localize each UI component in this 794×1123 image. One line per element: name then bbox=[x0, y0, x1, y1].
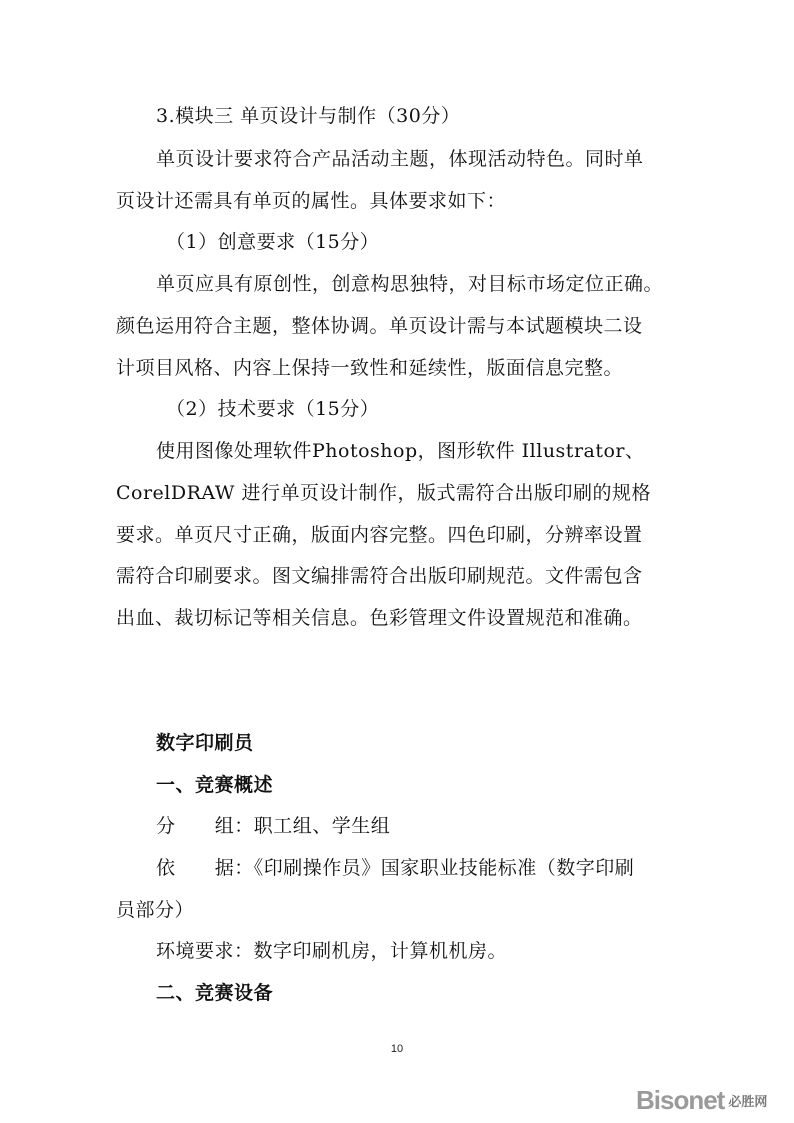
technical-paragraph-line: CorelDRAW 进行单页设计制作，版式需符合出版印刷的规格 bbox=[116, 482, 651, 504]
watermark-logo bbox=[636, 1085, 767, 1115]
module-heading: 3.模块三 单页设计与制作（30分） bbox=[156, 105, 461, 127]
page-number: 10 bbox=[390, 1043, 404, 1055]
technical-paragraph-line: 使用图像处理软件Photoshop，图形软件 Illustrator、 bbox=[156, 440, 645, 462]
creative-requirement-heading: （1）创意要求（15分） bbox=[166, 231, 380, 253]
creative-paragraph-line: 单页应具有原创性，创意构思独特，对目标市场定位正确。 bbox=[156, 273, 664, 295]
intro-paragraph-line: 页设计还需具有单页的属性。具体要求如下： bbox=[116, 190, 507, 212]
basis-line: 依 据：《印刷操作员》国家职业技能标准（数字印刷 bbox=[156, 857, 635, 879]
group-line: 分 组：职工组、学生组 bbox=[156, 815, 391, 837]
basis-line-continued: 员部分） bbox=[116, 899, 195, 921]
equipment-heading: 二、竞赛设备 bbox=[156, 982, 274, 1004]
technical-requirement-heading: （2）技术要求（15分） bbox=[166, 398, 380, 420]
technical-paragraph-line: 需符合印刷要求。图文编排需符合出版印刷规范。文件需包含 bbox=[116, 565, 643, 587]
overview-heading: 一、竞赛概述 bbox=[156, 774, 274, 796]
technical-paragraph-line: 要求。单页尺寸正确，版面内容完整。四色印刷，分辨率设置 bbox=[116, 524, 643, 546]
creative-paragraph-line: 颜色运用符合主题，整体协调。单页设计需与本试题模块二设 bbox=[116, 315, 643, 337]
environment-line: 环境要求：数字印刷机房，计算机机房。 bbox=[156, 940, 508, 962]
intro-paragraph-line: 单页设计要求符合产品活动主题，体现活动特色。同时单 bbox=[156, 148, 644, 170]
technical-paragraph-line: 出血、裁切标记等相关信息。色彩管理文件设置规范和准确。 bbox=[116, 607, 643, 629]
watermark-brand-en: Bisonet bbox=[636, 1084, 725, 1115]
creative-paragraph-line: 计项目风格、内容上保持一致性和延续性，版面信息完整。 bbox=[116, 357, 624, 379]
watermark-brand-cn: 必胜网 bbox=[728, 1094, 768, 1110]
trade-title: 数字印刷员 bbox=[156, 732, 254, 754]
